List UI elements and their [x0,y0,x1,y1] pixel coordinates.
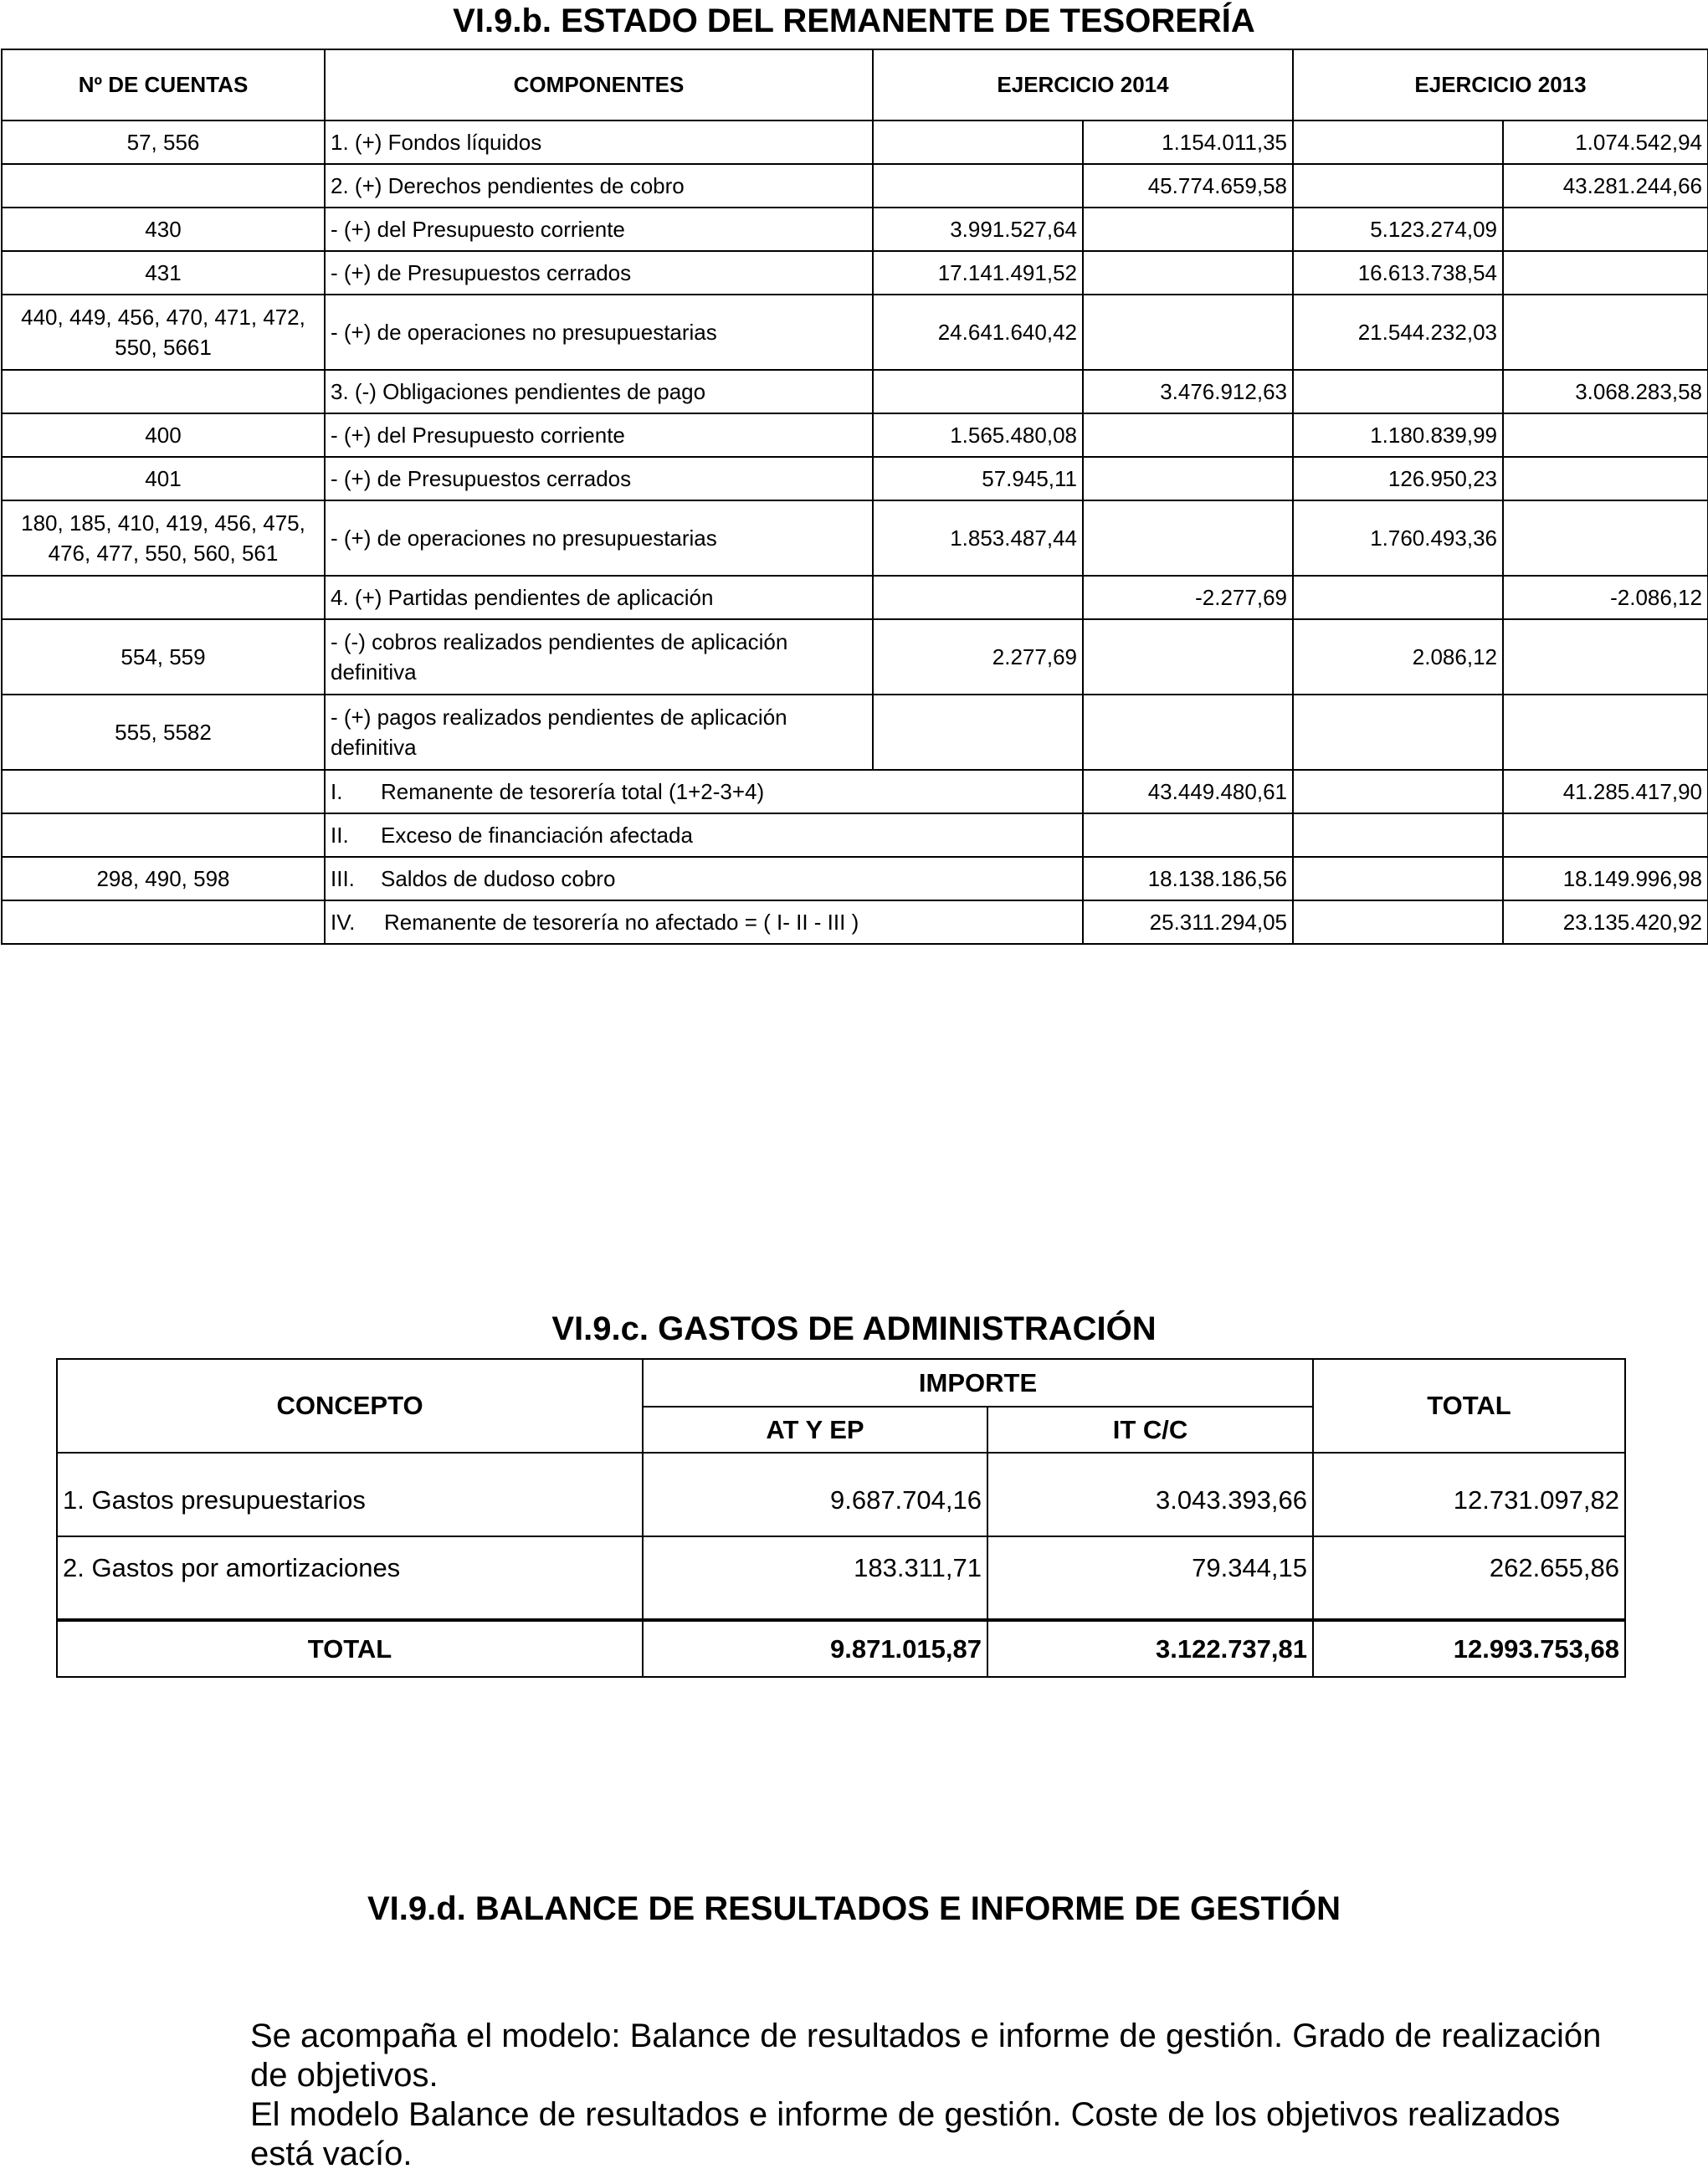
value-cell: 43.281.244,66 [1503,164,1708,208]
value-cell [873,576,1083,619]
value-cell [1503,251,1708,295]
cuentas-cell: 430 [2,208,325,251]
value-cell [1503,500,1708,576]
summary-row [2,770,1708,813]
table-row [2,619,1708,695]
empty-cell [1293,857,1503,900]
value-cell [1503,208,1708,251]
table-row [2,500,1708,576]
value-cell: 18.149.996,98 [1503,857,1708,900]
cuentas-cell: 180, 185, 410, 419, 456, 475, 476, 477, 550, 560, 561 [2,500,325,576]
cuentas-cell: 440, 449, 456, 470, 471, 472, 550, 5661 [2,295,325,370]
section-d-title: VI.9.d. BALANCE DE RESULTADOS E INFORME DE GESTIÓN [367,1890,1341,1927]
section-b-title: VI.9.b. ESTADO DEL REMANENTE DE TESORERÍA [453,3,1255,39]
value-cell [1083,813,1293,857]
cuentas-cell: 554, 559 [2,619,325,695]
summary-label: Exceso de financiación afectada [381,823,693,848]
componente-cell: 3. (-) Obligaciones pendientes de pago [325,370,873,413]
value-cell: 79.344,15 [987,1536,1313,1620]
summary-number: IV. [331,910,356,935]
value-cell [1083,208,1293,251]
value-cell: 25.311.294,05 [1083,900,1293,944]
value-cell [1503,813,1708,857]
value-cell [1293,695,1503,770]
paragraph-line: El modelo Balance de resultados e informe de gestión. Coste de los objetivos realizados está vacío. [250,2096,1561,2172]
cuentas-cell [2,770,325,813]
cuentas-cell: 57, 556 [2,120,325,164]
header-cuentas: Nº DE CUENTAS [2,49,325,120]
value-cell: 3.476.912,63 [1083,370,1293,413]
cuentas-cell: 555, 5582 [2,695,325,770]
table-row [2,208,1708,251]
value-cell [1503,295,1708,370]
cuentas-cell [2,164,325,208]
summary-label: Remanente de tesorería no afectado = ( I- II - III ) [384,910,859,935]
header-it-cc: IT C/C [987,1407,1313,1453]
cuentas-cell: 400 [2,413,325,457]
gastos-administracion-table [56,1358,1626,1678]
value-cell: 262.655,86 [1313,1536,1625,1620]
table-row [2,251,1708,295]
componente-cell: - (+) pagos realizados pendientes de aplicación definitiva [325,695,873,770]
table-row [2,120,1708,164]
componente-cell: - (+) de operaciones no presupuestarias [325,295,873,370]
table-row [57,1453,1625,1536]
table-header-row [2,49,1708,120]
value-cell: 9.871.015,87 [643,1620,987,1677]
componente-cell: - (-) cobros realizados pendientes de aplicación definitiva [325,619,873,695]
table-row [2,164,1708,208]
summary-row [2,900,1708,944]
value-cell [1293,164,1503,208]
value-cell: 1.180.839,99 [1293,413,1503,457]
value-cell: 1.565.480,08 [873,413,1083,457]
value-cell: 3.991.527,64 [873,208,1083,251]
cuentas-cell [2,900,325,944]
value-cell [873,370,1083,413]
value-cell [1083,500,1293,576]
header-total: TOTAL [1313,1359,1625,1453]
table-row [2,457,1708,500]
cuentas-cell [2,370,325,413]
table-row [2,695,1708,770]
header-importe: IMPORTE [643,1359,1313,1407]
cuentas-cell [2,813,325,857]
value-cell: 183.311,71 [643,1536,987,1620]
componente-cell: - (+) de operaciones no presupuestarias [325,500,873,576]
value-cell [1503,457,1708,500]
value-cell [1083,413,1293,457]
value-cell: 3.043.393,66 [987,1453,1313,1536]
value-cell [873,164,1083,208]
value-cell: 17.141.491,52 [873,251,1083,295]
value-cell: -2.086,12 [1503,576,1708,619]
value-cell: 45.774.659,58 [1083,164,1293,208]
value-cell: 18.138.186,56 [1083,857,1293,900]
summary-row [2,813,1708,857]
componente-cell: - (+) del Presupuesto corriente [325,413,873,457]
summary-label-cell [325,900,1083,944]
empty-cell [1293,770,1503,813]
value-cell: 3.068.283,58 [1503,370,1708,413]
section-c-title: VI.9.c. GASTOS DE ADMINISTRACIÓN [551,1310,1157,1347]
header-concepto: CONCEPTO [57,1359,643,1453]
componente-cell: 2. (+) Derechos pendientes de cobro [325,164,873,208]
value-cell [1083,457,1293,500]
cuentas-cell: 401 [2,457,325,500]
value-cell: 21.544.232,03 [1293,295,1503,370]
summary-label-cell [325,770,1083,813]
summary-label: Saldos de dudoso cobro [381,866,616,891]
value-cell: 1.154.011,35 [1083,120,1293,164]
value-cell: -2.277,69 [1083,576,1293,619]
value-cell: 2.277,69 [873,619,1083,695]
total-label: TOTAL [57,1620,643,1677]
value-cell: 126.950,23 [1293,457,1503,500]
value-cell: 41.285.417,90 [1503,770,1708,813]
value-cell [1293,576,1503,619]
value-cell [1293,120,1503,164]
header-componentes: COMPONENTES [325,49,873,120]
componente-cell: - (+) de Presupuestos cerrados [325,251,873,295]
value-cell: 43.449.480,61 [1083,770,1293,813]
table-row [2,413,1708,457]
table-row [57,1536,1625,1620]
value-cell: 24.641.640,42 [873,295,1083,370]
value-cell: 12.993.753,68 [1313,1620,1625,1677]
componente-cell: 1. (+) Fondos líquidos [325,120,873,164]
value-cell [1083,295,1293,370]
value-cell [1503,695,1708,770]
value-cell [1293,370,1503,413]
value-cell: 12.731.097,82 [1313,1453,1625,1536]
value-cell [1503,413,1708,457]
value-cell: 57.945,11 [873,457,1083,500]
value-cell [1503,619,1708,695]
value-cell: 5.123.274,09 [1293,208,1503,251]
summary-number: III. [331,866,355,891]
value-cell: 9.687.704,16 [643,1453,987,1536]
paragraph-line: Se acompaña el modelo: Balance de resultados e informe de gestión. Grado de realización de objetivos. [250,2018,1602,2094]
componente-cell: 4. (+) Partidas pendientes de aplicación [325,576,873,619]
value-cell: 2.086,12 [1293,619,1503,695]
value-cell: 16.613.738,54 [1293,251,1503,295]
header-at-ep: AT Y EP [643,1407,987,1453]
header-ejercicio-2013: EJERCICIO 2013 [1293,49,1708,120]
value-cell [1083,619,1293,695]
componente-cell: - (+) de Presupuestos cerrados [325,457,873,500]
table-header-row [57,1359,1625,1407]
summary-label: Remanente de tesorería total (1+2-3+4) [381,779,765,804]
total-row [57,1620,1625,1677]
value-cell: 1.760.493,36 [1293,500,1503,576]
summary-label-cell [325,857,1083,900]
section-d-text [250,2017,1606,2174]
summary-number: II. [331,823,349,848]
cuentas-cell: 431 [2,251,325,295]
concepto-cell: 2. Gastos por amortizaciones [57,1536,643,1620]
cuentas-cell: 298, 490, 598 [2,857,325,900]
cuentas-cell [2,576,325,619]
empty-cell [1293,900,1503,944]
value-cell [1083,251,1293,295]
value-cell: 1.074.542,94 [1503,120,1708,164]
value-cell: 3.122.737,81 [987,1620,1313,1677]
value-cell [1083,695,1293,770]
summary-number: I. [331,779,343,804]
header-ejercicio-2014: EJERCICIO 2014 [873,49,1293,120]
table-row [2,295,1708,370]
table-row [2,576,1708,619]
value-cell: 23.135.420,92 [1503,900,1708,944]
componente-cell: - (+) del Presupuesto corriente [325,208,873,251]
concepto-cell: 1. Gastos presupuestarios [57,1453,643,1536]
value-cell [873,695,1083,770]
table-row [2,370,1708,413]
value-cell [873,120,1083,164]
summary-label-cell [325,813,1083,857]
value-cell: 1.853.487,44 [873,500,1083,576]
empty-cell [1293,813,1503,857]
remanente-tesoreria-table [1,49,1708,945]
summary-row [2,857,1708,900]
